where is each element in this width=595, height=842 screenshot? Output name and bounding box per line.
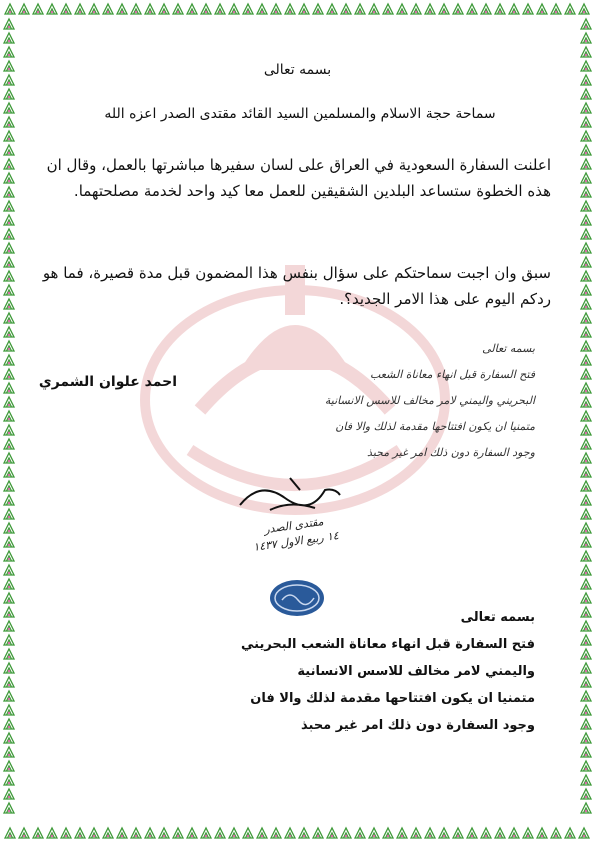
typed-reply [215, 604, 535, 739]
basmala-heading: بسمه تعالى [263, 62, 332, 78]
border-dot [317, 11, 319, 13]
border-dot [585, 432, 587, 434]
border-dot [585, 208, 587, 210]
border-dot [8, 40, 10, 42]
border-dot [8, 642, 10, 644]
border-dot [79, 11, 81, 13]
border-dot [585, 222, 587, 224]
border-dot [387, 11, 389, 13]
border-dot [471, 11, 473, 13]
border-dot [8, 670, 10, 672]
border-dot [135, 835, 137, 837]
border-dot [135, 11, 137, 13]
border-dot [191, 835, 193, 837]
border-dot [37, 835, 39, 837]
border-dot [149, 835, 151, 837]
border-dot [8, 334, 10, 336]
border-dot [8, 208, 10, 210]
border-dot [585, 404, 587, 406]
border-dot [8, 390, 10, 392]
border-dot [585, 110, 587, 112]
border-dot [585, 138, 587, 140]
border-dot [585, 390, 587, 392]
border-dot [359, 835, 361, 837]
signature-date: ١٤ ربيع الاول ١٤٣٧ [252, 528, 340, 554]
border-dot [527, 835, 529, 837]
border-dot [585, 544, 587, 546]
border-dot [8, 418, 10, 420]
border-dot [275, 835, 277, 837]
border-dot [585, 180, 587, 182]
border-dot [8, 754, 10, 756]
border-dot [585, 600, 587, 602]
border-dot [585, 656, 587, 658]
border-dot [555, 835, 557, 837]
border-dot [289, 835, 291, 837]
border-dot [513, 11, 515, 13]
border-dot [345, 11, 347, 13]
border-dot [37, 11, 39, 13]
addressee-line: سماحة حجة الاسلام والمسلمين السيد القائد مقتدى الصدر اعزه الله [104, 106, 496, 122]
border-dot [585, 362, 587, 364]
border-dot [585, 320, 587, 322]
handwritten-line: وجود السفارة دون ذلك امر غير محبذ [367, 446, 535, 459]
border-dot [8, 376, 10, 378]
border-dot [65, 835, 67, 837]
border-dot [585, 194, 587, 196]
border-dot [585, 768, 587, 770]
border-dot [585, 278, 587, 280]
border-dot [8, 250, 10, 252]
border-dot [163, 835, 165, 837]
sender-name: احمد علوان الشمري [38, 374, 177, 390]
border-dot [191, 11, 193, 13]
border-dot [51, 835, 53, 837]
border-dot [8, 82, 10, 84]
border-dot [527, 11, 529, 13]
border-dot [8, 180, 10, 182]
border-dot [247, 835, 249, 837]
border-dot [8, 684, 10, 686]
border-dot [8, 460, 10, 462]
border-dot [585, 586, 587, 588]
border-dot [585, 82, 587, 84]
border-dot [8, 726, 10, 728]
border-dot [585, 40, 587, 42]
border-dot [275, 11, 277, 13]
border-dot [317, 835, 319, 837]
border-dot [585, 166, 587, 168]
border-dot [247, 11, 249, 13]
border-dot [23, 11, 25, 13]
border-dot [8, 194, 10, 196]
border-dot [585, 460, 587, 462]
border-dot [9, 835, 11, 837]
border-dot [8, 446, 10, 448]
border-dot [8, 26, 10, 28]
border-dot [8, 432, 10, 434]
border-dot [585, 306, 587, 308]
border-dot [585, 152, 587, 154]
border-dot [303, 11, 305, 13]
border-dot [585, 530, 587, 532]
border-dot [585, 572, 587, 574]
border-dot [585, 474, 587, 476]
border-dot [585, 726, 587, 728]
border-dot [429, 11, 431, 13]
border-dot [585, 488, 587, 490]
border-dot [93, 11, 95, 13]
border-dot [205, 11, 207, 13]
border-dot [415, 11, 417, 13]
border-dot [585, 642, 587, 644]
border-dot [8, 96, 10, 98]
border-dot [9, 11, 11, 13]
border-dot [121, 11, 123, 13]
border-dot [8, 530, 10, 532]
border-dot [8, 572, 10, 574]
border-dot [585, 516, 587, 518]
border-dot [8, 558, 10, 560]
border-dot [585, 96, 587, 98]
border-dot [485, 11, 487, 13]
border-dot [205, 835, 207, 837]
border-dot [585, 712, 587, 714]
typed-line: بسمه تعالى [460, 610, 535, 625]
border-dot [163, 11, 165, 13]
border-dot [303, 835, 305, 837]
border-dot [457, 11, 459, 13]
border-dot [471, 835, 473, 837]
border-dot [585, 558, 587, 560]
border-dot [8, 138, 10, 140]
border-dot [585, 502, 587, 504]
border-dot [8, 264, 10, 266]
border-dot [569, 835, 571, 837]
typed-line: واليمني لامر مخالف للاسس الانسانية [297, 664, 535, 679]
border-dot [289, 11, 291, 13]
border-dot [443, 11, 445, 13]
border-dot [585, 796, 587, 798]
border-dot [585, 810, 587, 812]
border-dot [8, 320, 10, 322]
border-dot [8, 768, 10, 770]
border-dot [585, 698, 587, 700]
border-dot [8, 278, 10, 280]
border-dot [569, 11, 571, 13]
border-dot [585, 292, 587, 294]
border-dot [8, 404, 10, 406]
border-dot [233, 11, 235, 13]
border-dot [585, 124, 587, 126]
border-dot [149, 11, 151, 13]
border-dot [8, 236, 10, 238]
border-dot [583, 11, 585, 13]
border-dot [93, 835, 95, 837]
border-dot [8, 600, 10, 602]
border-dot [443, 835, 445, 837]
border-dot [583, 835, 585, 837]
typed-line: متمنيا ان يكون افتتاحها مقدمة لذلك والا فان [250, 691, 535, 706]
border-dot [219, 835, 221, 837]
border-dot [8, 362, 10, 364]
border-dot [585, 670, 587, 672]
border-dot [499, 11, 501, 13]
border-dot [585, 236, 587, 238]
border-dot [8, 488, 10, 490]
border-dot [8, 306, 10, 308]
handwritten-line: متمنيا ان يكون افتتاحها مقدمة لذلك والا فان [335, 420, 535, 433]
border-dot [261, 835, 263, 837]
border-dot [79, 835, 81, 837]
border-dot [51, 11, 53, 13]
border-dot [8, 698, 10, 700]
border-dot [429, 835, 431, 837]
border-dot [499, 835, 501, 837]
border-dot [555, 11, 557, 13]
border-dot [585, 54, 587, 56]
border-dot [8, 124, 10, 126]
border-dot [23, 835, 25, 837]
border-dot [585, 264, 587, 266]
border-dot [107, 835, 109, 837]
border-dot [261, 11, 263, 13]
border-dot [8, 810, 10, 812]
handwritten-line: بسمه تعالى [482, 342, 535, 355]
border-dot [8, 782, 10, 784]
border-dot [415, 835, 417, 837]
question-paragraph-1: اعلنت السفارة السعودية في العراق على لسان سفيرها مباشرتها بالعمل، وقال ان هذه الخطوة ستساعد البلدين الشقيقين للعمل معا كيد واحد لخدمة مصلحتهما. [46, 156, 551, 200]
signature-title: مقتدى الصدر [263, 514, 325, 537]
border-dot [373, 11, 375, 13]
border-dot [585, 628, 587, 630]
handwritten-reply [195, 336, 535, 466]
border-dot [359, 11, 361, 13]
border-dot [8, 474, 10, 476]
question-paragraph-2: سبق وان اجبت سماحتكم على سؤال بنفس هذا المضمون قبل مدة قصيرة، فما هو ردكم اليوم على هذا الامر الجديد؟. [42, 264, 551, 308]
border-dot [121, 835, 123, 837]
handwritten-line: البحريني واليمني لامر مخالف للاسس الانسانية [324, 394, 535, 407]
border-dot [585, 740, 587, 742]
border-dot [8, 628, 10, 630]
border-dot [541, 11, 543, 13]
border-dot [8, 544, 10, 546]
border-dot [8, 348, 10, 350]
typed-line: وجود السفارة دون ذلك امر غير محبذ [301, 718, 535, 733]
border-dot [485, 835, 487, 837]
border-dot [8, 740, 10, 742]
border-dot [8, 292, 10, 294]
border-dot [331, 835, 333, 837]
border-dot [8, 502, 10, 504]
border-dot [401, 11, 403, 13]
border-dot [387, 835, 389, 837]
border-dot [219, 11, 221, 13]
border-dot [8, 110, 10, 112]
border-dot [585, 334, 587, 336]
border-dot [585, 348, 587, 350]
border-dot [373, 835, 375, 837]
border-dot [8, 656, 10, 658]
border-dot [345, 835, 347, 837]
border-dot [8, 712, 10, 714]
border-dot [457, 835, 459, 837]
border-dot [513, 835, 515, 837]
border-dot [585, 250, 587, 252]
border-dot [401, 835, 403, 837]
border-dot [585, 684, 587, 686]
border-dot [585, 418, 587, 420]
border-dot [585, 614, 587, 616]
border-dot [585, 376, 587, 378]
border-dot [233, 835, 235, 837]
border-dot [8, 796, 10, 798]
border-dot [8, 222, 10, 224]
border-dot [65, 11, 67, 13]
border-dot [585, 446, 587, 448]
border-dot [8, 614, 10, 616]
border-dot [585, 754, 587, 756]
border-dot [8, 516, 10, 518]
border-dot [107, 11, 109, 13]
border-dot [585, 782, 587, 784]
typed-line: فتح السفارة قبل انهاء معاناة الشعب البحريني [241, 637, 535, 652]
border-dot [8, 54, 10, 56]
border-dot [8, 586, 10, 588]
border-dot [331, 11, 333, 13]
border-dot [8, 166, 10, 168]
border-dot [177, 835, 179, 837]
border-dot [541, 835, 543, 837]
border-dot [585, 26, 587, 28]
border-dot [177, 11, 179, 13]
handwritten-line: فتح السفارة قبل انهاء معاناة الشعب [369, 368, 535, 381]
border-dot [8, 152, 10, 154]
